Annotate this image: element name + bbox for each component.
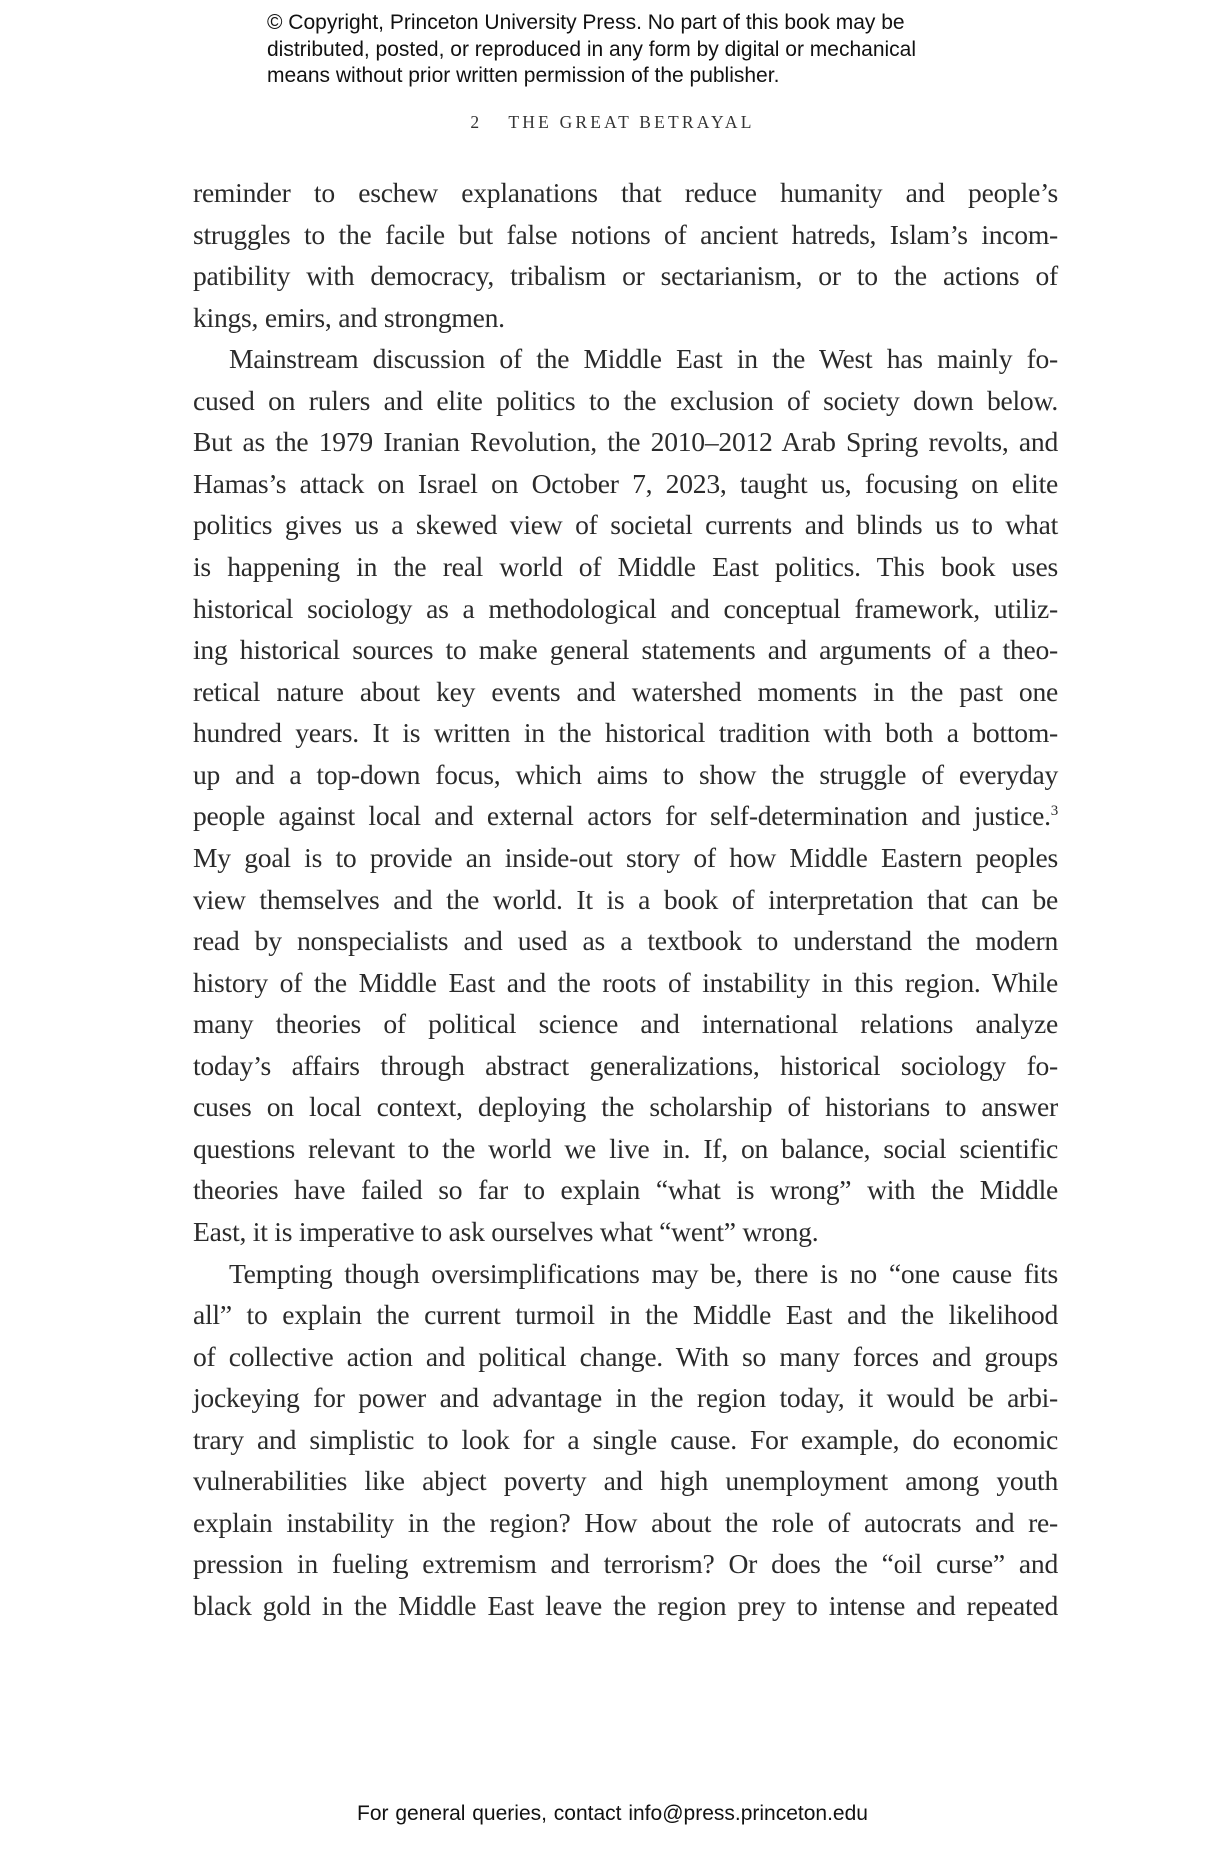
text-line: [193, 754, 1058, 795]
text-line: [193, 255, 1058, 296]
text-line: [193, 297, 1058, 338]
line-text: black gold in the Middle East leave the region prey to intense and repeated: [193, 1590, 1058, 1622]
copyright-line: means without prior written permission of the publisher.: [267, 64, 780, 87]
copyright-line: © Copyright, Princeton University Press. No part of this book may be: [267, 11, 905, 34]
line-text: trary and simplistic to look for a single cause. For example, do economic: [193, 1423, 1058, 1455]
line-text: view themselves and the world. It is a book of interpretation that can be: [193, 883, 1058, 915]
text-line: [193, 1003, 1058, 1044]
line-text: read by nonspecialists and used as a textbook to understand the modern: [193, 925, 1058, 957]
text-line: [193, 879, 1058, 920]
line-text: pression in fueling extremism and terrorism? Or does the “oil curse” and: [193, 1548, 1058, 1580]
line-text: kings, emirs, and strongmen.: [193, 301, 505, 333]
line-text: jockeying for power and advantage in the region today, it would be arbi-: [193, 1382, 1058, 1414]
text-line: [193, 712, 1058, 753]
line-text: But as the 1979 Iranian Revolution, the 2010–2012 Arab Spring revolts, and: [193, 426, 1058, 458]
line-text: hundred years. It is written in the historical tradition with both a bottom-: [193, 717, 1058, 749]
line-text: politics gives us a skewed view of societal currents and blinds us to what: [193, 509, 1058, 541]
text-line: [193, 1211, 1058, 1252]
text-line: [193, 1502, 1058, 1543]
text-line: [193, 1419, 1058, 1460]
text-line: [193, 1045, 1058, 1086]
text-line: [193, 962, 1058, 1003]
text-line: [193, 629, 1058, 670]
line-text: cuses on local context, deploying the scholarship of historians to answer: [193, 1091, 1058, 1123]
line-text: theories have failed so far to explain “what is wrong” with the Middle: [193, 1174, 1058, 1206]
text-line: [193, 380, 1058, 421]
line-text: people against local and external actors for self-determination and justice.: [193, 800, 1051, 832]
text-line: [193, 214, 1058, 255]
text-line: [193, 421, 1058, 462]
text-line: [193, 1377, 1058, 1418]
text-line: [229, 1253, 1058, 1294]
line-text: retical nature about key events and watershed moments in the past one: [193, 675, 1058, 707]
text-line: [193, 837, 1058, 878]
text-line: [193, 1169, 1058, 1210]
line-text: many theories of political science and international relations analyze: [193, 1008, 1058, 1040]
page-number: 2: [470, 112, 480, 132]
line-text: historical sociology as a methodological and conceptual framework, utiliz-: [193, 592, 1058, 624]
text-line: [193, 588, 1058, 629]
text-line: [193, 1543, 1058, 1584]
line-text: patibility with democracy, tribalism or sectarianism, or to the actions of: [193, 260, 1058, 292]
line-text: reminder to eschew explanations that reduce humanity and people’s: [193, 177, 1058, 208]
text-line: [193, 671, 1058, 712]
footnote-marker[interactable]: 3: [1050, 803, 1058, 820]
line-text: cused on rulers and elite politics to the exclusion of society down below.: [193, 384, 1058, 416]
contact-footer: For general queries, contact info@press.princeton.edu: [357, 1802, 868, 1825]
line-text: explain instability in the region? How about the role of autocrats and re-: [193, 1506, 1058, 1538]
line-text: struggles to the facile but false notions of ancient hatreds, Islam’s incom-: [193, 218, 1058, 250]
text-line: [229, 338, 1058, 379]
line-text: of collective action and political change. With so many forces and groups: [193, 1340, 1058, 1372]
line-text: today’s affairs through abstract generalizations, historical sociology fo-: [193, 1049, 1058, 1081]
copyright-line: distributed, posted, or reproduced in any form by digital or mechanical: [267, 37, 917, 61]
text-line: [193, 1460, 1058, 1501]
line-text: My goal is to provide an inside-out story of how Middle Eastern peoples: [193, 841, 1058, 873]
text-line: [193, 504, 1058, 545]
line-text: vulnerabilities like abject poverty and high unemployment among youth: [193, 1465, 1058, 1497]
text-line: [193, 1086, 1058, 1127]
line-text: history of the Middle East and the roots of instability in this region. While: [193, 966, 1058, 998]
copyright-notice: [267, 10, 987, 90]
line-text: questions relevant to the world we live in. If, on balance, social scientific: [193, 1132, 1058, 1164]
text-line: [193, 546, 1058, 587]
line-text: Tempting though oversimplifications may be, there is no “one cause fits: [229, 1257, 1058, 1289]
line-text: Hamas’s attack on Israel on October 7, 2023, taught us, focusing on elite: [193, 467, 1058, 499]
text-line: [193, 1294, 1058, 1335]
text-line: [193, 1336, 1058, 1377]
text-line: [193, 795, 1058, 836]
text-line: [193, 1128, 1058, 1169]
running-head: [0, 112, 1225, 133]
line-text: Mainstream discussion of the Middle East in the West has mainly fo-: [229, 343, 1058, 375]
line-text: ing historical sources to make general statements and arguments of a theo-: [193, 634, 1058, 666]
line-text: is happening in the real world of Middle East politics. This book uses: [193, 551, 1058, 583]
book-title: THE GREAT BETRAYAL: [508, 112, 755, 132]
text-line: [193, 1585, 1058, 1626]
line-text: up and a top-down focus, which aims to show the struggle of everyday: [193, 758, 1058, 790]
text-line: [193, 463, 1058, 504]
line-text: East, it is imperative to ask ourselves what “went” wrong.: [193, 1216, 819, 1247]
text-line: [193, 920, 1058, 961]
text-line: [193, 172, 1058, 213]
line-text: all” to explain the current turmoil in the Middle East and the likelihood: [193, 1299, 1058, 1331]
